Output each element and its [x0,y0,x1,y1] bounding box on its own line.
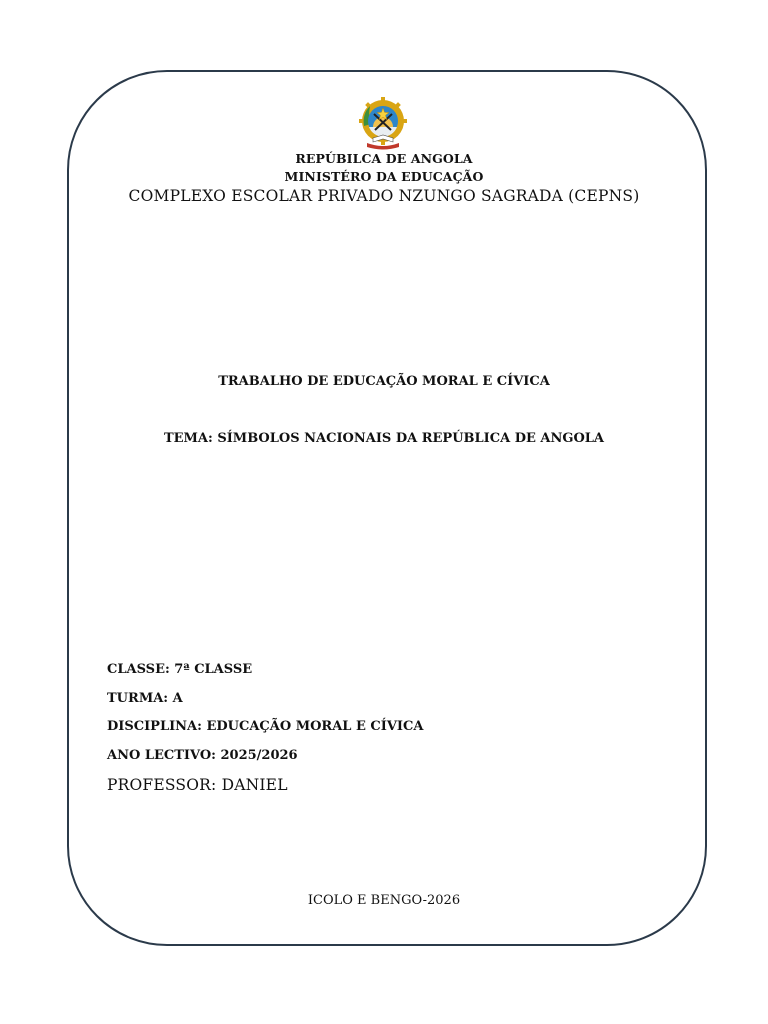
republic-heading: REPÚBILCA DE ANGOLA [295,151,473,166]
theme-title: TEMA: SÍMBOLOS NACIONAIS DA REPÚBLICA DE ANGOLA [163,431,605,446]
subject-info: DISCIPLINA: EDUCAÇÃO MORAL E CÍVICA [107,719,424,734]
group-info: TURMA: A [107,691,183,706]
school-heading: COMPLEXO ESCOLAR PRIVADO NZUNGO SAGRADA (CEPNS) [128,187,640,205]
class-info: CLASSE: 7ª CLASSE [107,662,253,677]
angola-coat-of-arms-icon [358,94,408,150]
place-year-footer: ICOLO E BENGO-2026 [307,893,461,908]
school-year-info: ANO LECTIVO: 2025/2026 [107,748,298,763]
work-title: TRABALHO DE EDUCAÇÃO MORAL E CÍVICA [218,374,550,389]
teacher-info: PROFESSOR: DANIEL [107,776,288,794]
ministry-heading: MINISTÉRO DA EDUCAÇÃO [284,169,484,184]
